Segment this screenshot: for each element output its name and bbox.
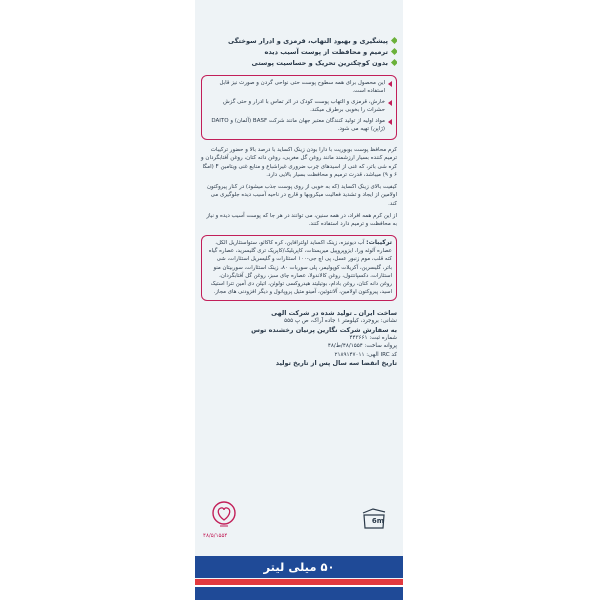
pink-triangle-icon	[388, 119, 392, 125]
warning-item: خارش، قرمزی و التهاب پوست کودک در اثر تماس با ادرار و حتی گزش حشرات را بخوبی برطرف میکند.	[206, 98, 392, 114]
panel-content	[201, 36, 397, 368]
benefit-item: پیشگیری و بهبود التهاب، قرمزی و ادرار سوختگی	[201, 36, 397, 47]
volume-banner: ۵۰ میلی لیتر	[195, 556, 403, 578]
manufacturer-info	[201, 309, 397, 368]
description-paragraph: کیفیت بالای زینک اکساید (که به خوبی از روی پوست جذب میشود) در کنار پیروکتون اولامین از ایجاد و تشدید فعالیت میکروبها و قارچ در ناحیه آسیب دیده جلوگیری می کند.	[206, 184, 397, 207]
warnings-box	[201, 75, 397, 140]
package-side-panel	[195, 0, 403, 600]
benefit-item: ترمیم و محافظت از پوست آسیب دیده	[201, 47, 397, 58]
ingredients-text: آب دیونیزه، زینک اکساید اولترافاین، کره کاکائو، ستواستئاریل الکل، عصاره آلوئه ورا، ایزوپروپیل میریستات، کاپریلیک/کاپریک تری گلیسرید، عصاره گیاه کته قلب، موم زنبور عسل، پی اچ جی-۱۰۰ استئارات و گلیسریل استئارات، شی باتر، گلیسرین، آکریلات کوپولیمر، پلی سوربات ۸۰، زینک استئارات، سوربیتان منو استئارات، دکسپانتنول، روغن کالاندولا، عصاره چای سبز، روغن گل آفتابگردان، روغن دانه کتان، روغن بادام، بوتیلیتد هیدروکسی تولوئن، اتیلن دی آمین تترا استیک اسید، پیروکتون اولامین، آلانتوئین، آمینو متیل پروپانول و دیگر افزودنی های مجاز.	[208, 239, 392, 296]
production-license: پروانه ساخت: ۴۸/۱۵۵۴/ط/۴۸	[327, 343, 397, 350]
green-diamond-icon	[391, 37, 397, 44]
green-diamond-icon	[391, 48, 397, 55]
description-paragraph: کرم محافظ پوست بوبوریت با دارا بودن زینک اکساید با درصد بالا و حضور ترکیبات ترمیم کننده بسیار ارزشمند مانند روغن گل مغربی، روغن دانه کتان، روغن آفتابگردان و کره شی باتر، که غنی از اسیدهای چرب ضروری غیراشباع و منابع غنی ویتامین F (امگا ۶ و ۹) میباشد، قدرت ترمیم و محافظت بسیار بالایی دارد.	[201, 147, 397, 178]
blue-stripe	[195, 587, 403, 600]
pink-triangle-icon	[388, 100, 392, 106]
benefits-list	[201, 36, 397, 69]
ingredients-label: ترکیبات:	[366, 238, 392, 246]
pink-triangle-icon	[388, 81, 392, 87]
health-seal-icon	[211, 500, 237, 530]
warning-item: این محصول برای همه سطوح پوست حتی نواحی گردن و صورت نیز قابل استفاده است.	[206, 79, 392, 95]
expiry-note: تاریخ انقضا سه سال پس از تاریخ تولید	[275, 359, 397, 368]
warning-item: مواد اولیه از تولید کنندگان معتبر جهان مانند شرکت BASF (آلمان) و DAITO (ژاپن) تهیه می شود.	[206, 117, 392, 133]
registration-number: شماره ثبت: ۴۴۳۶۶۱	[349, 334, 397, 341]
description-paragraph: از این کرم همه افراد، در همه سنین، می توانند در هر جا که پوست آسیب دیده و نیاز به محافظت و ترمیم دارد استفاده کنند.	[206, 213, 397, 228]
irc-code: کد IRC الهی: ۲۱۸۹۱۴۷۰۱۱	[334, 351, 397, 358]
manufacturer-address: نشانی: بروجرد، کیلومتر ۱ جاده آراک، ص پ ۵۵۵	[284, 318, 397, 325]
product-description	[201, 146, 397, 229]
manufacturer-title: ساخت ایران ـ تولید شده در شرکت الهی	[271, 308, 397, 317]
green-diamond-icon	[391, 59, 397, 66]
ingredients-box	[201, 235, 397, 301]
manufacturer-order: به سفارش شرکت نگارین پرنیان رخشنده توس	[251, 325, 397, 334]
benefit-item: بدون کوچکترین تحریک و حساسیت پوستی	[201, 58, 397, 69]
pao-label: 6m	[371, 517, 384, 525]
seal-number: ۴۸/۵/۱۵۵۴	[203, 533, 228, 539]
